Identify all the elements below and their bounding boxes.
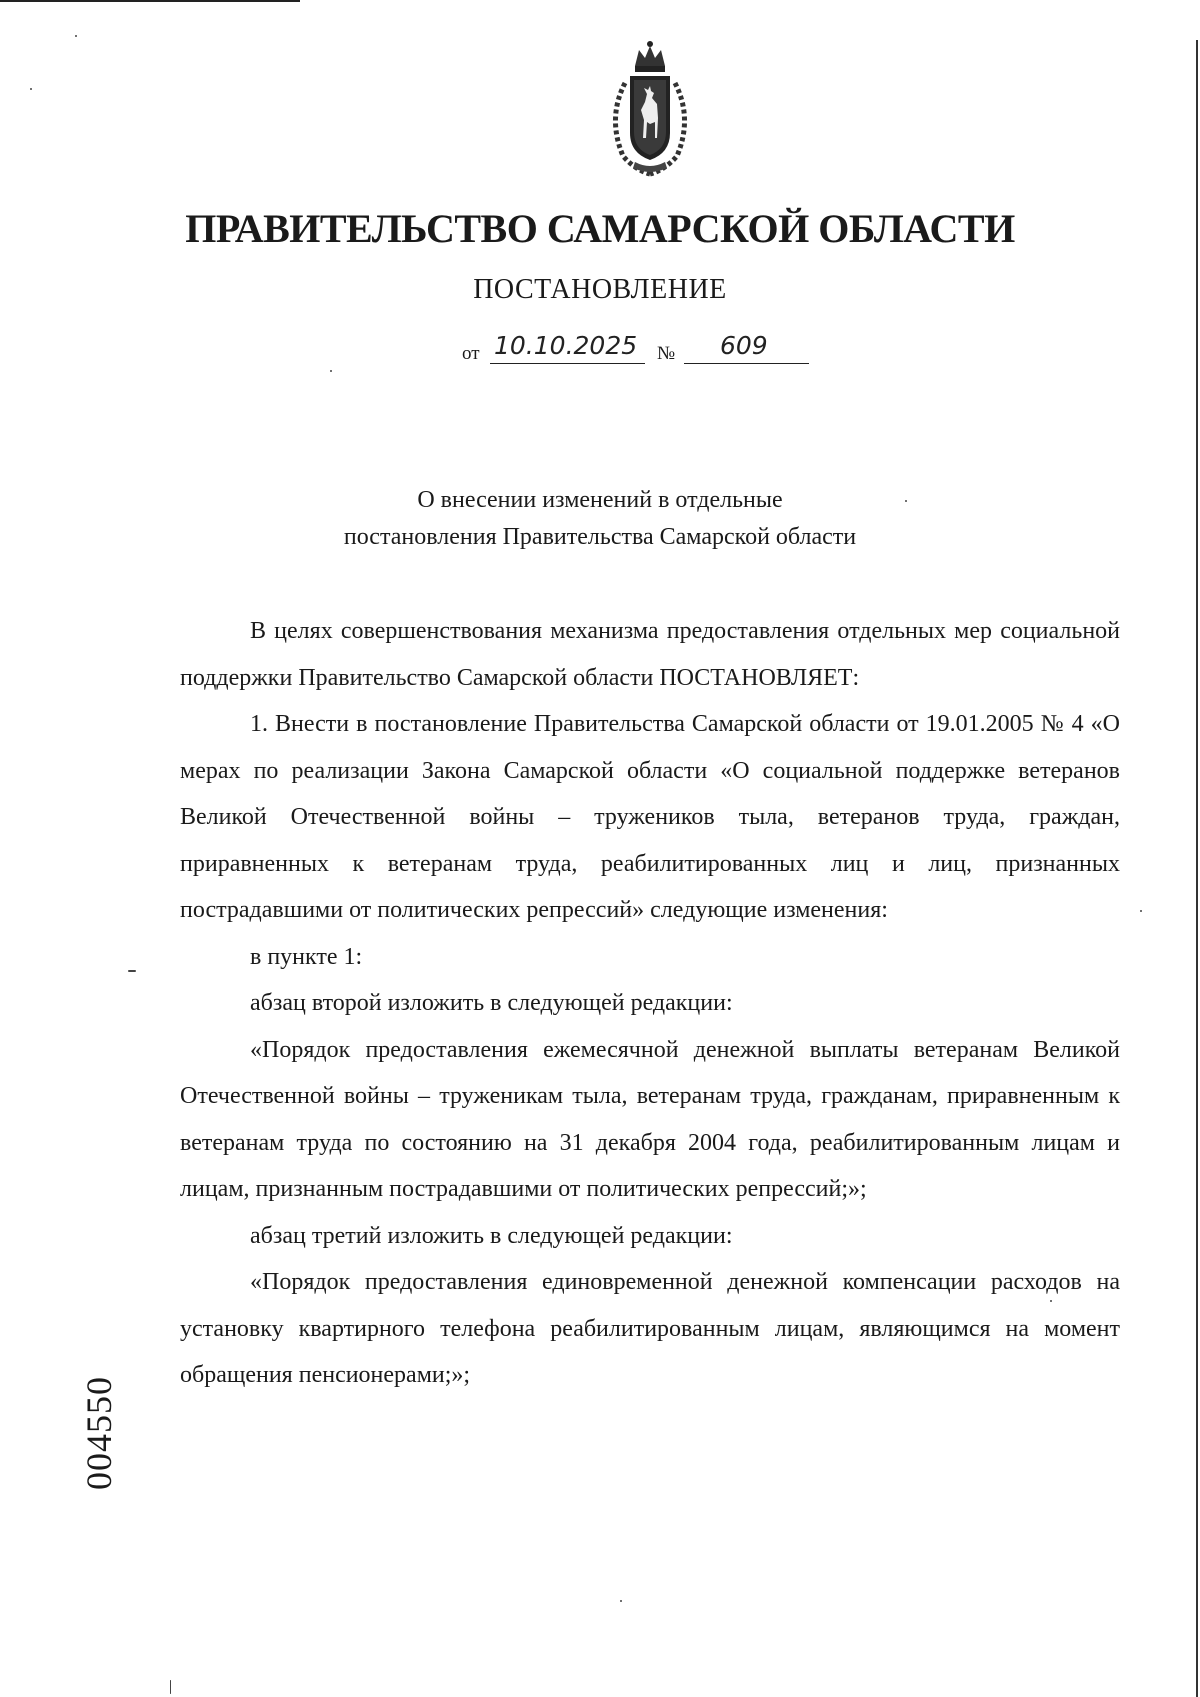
subject-line-2: постановления Правительства Самарской области: [343, 524, 857, 550]
document-kind: ПОСТАНОВЛЕНИЕ: [473, 274, 727, 305]
scan-speck: [75, 35, 77, 37]
scan-speck: [1140, 910, 1142, 912]
scan-speck: [128, 970, 136, 972]
date-value: 10.10.2025: [494, 331, 638, 360]
paragraph-quote-2: «Порядок предоставления единовременной денежной компенсации расходов на установку квартирного телефона реабилитированным лицам, являющимся на момент обращения пенсионерами;»;: [180, 1269, 1120, 1388]
paragraph-second-abzac: абзац второй изложить в следующей редакции:: [250, 990, 733, 1016]
subject-line-1: О внесении изменений в отдельные: [417, 487, 783, 513]
number-underline: [684, 363, 809, 364]
scan-speck: [620, 1600, 622, 1602]
scan-border-top: [0, 0, 300, 2]
paragraph-third-abzac: абзац третий изложить в следующей редакции:: [250, 1222, 733, 1249]
scan-speck: [330, 370, 332, 372]
document-subject: [0, 482, 1200, 556]
organization-title: ПРАВИТЕЛЬСТВО САМАРСКОЙ ОБЛАСТИ: [185, 206, 1015, 251]
paragraph-item-1: 1. Внести в постановление Правительства Самарской области от 19.01.2005 № 4 «О мерах по реализации Закона Самарской области «О социальной поддержке ветеранов Великой Отечественной войны – тружеников тыла, ветеранов труда, граждан, приравненных к ветеранам труда, реабилитированных лиц и лиц, признанных пострадавшими от политических репрессий» следующие изменения:: [180, 711, 1120, 923]
date-number-line: [462, 333, 862, 369]
paragraph-preamble: В целях совершенствования механизма предоставления отдельных мер социальной поддержки Правительство Самарской области ПОСТАНОВЛЯЕТ:: [180, 618, 1120, 691]
scan-speck: [170, 1680, 171, 1694]
scan-speck: [30, 88, 32, 90]
number-value: 609: [720, 331, 768, 360]
document-body: [180, 608, 1120, 1399]
samara-coat-of-arms-icon: [595, 38, 705, 178]
scan-speck: [905, 500, 907, 502]
date-label: от: [462, 343, 480, 364]
paragraph-clause-1: в пункте 1:: [250, 943, 363, 970]
registration-stamp-number: 004550: [79, 1376, 119, 1490]
paragraph-quote-1: «Порядок предоставления ежемесячной денежной выплаты ветеранам Великой Отечественной войны – труженикам тыла, ветеранам труда, гражданам, приравненным к ветеранам труда по состоянию на 31 декабря 2004 года, реабилитированным лицам и лицам, признанным пострадавшими от политических репрессий;»;: [180, 1036, 1120, 1202]
number-label: №: [657, 343, 676, 364]
date-underline: [490, 363, 645, 364]
scan-speck: [1050, 1300, 1052, 1302]
